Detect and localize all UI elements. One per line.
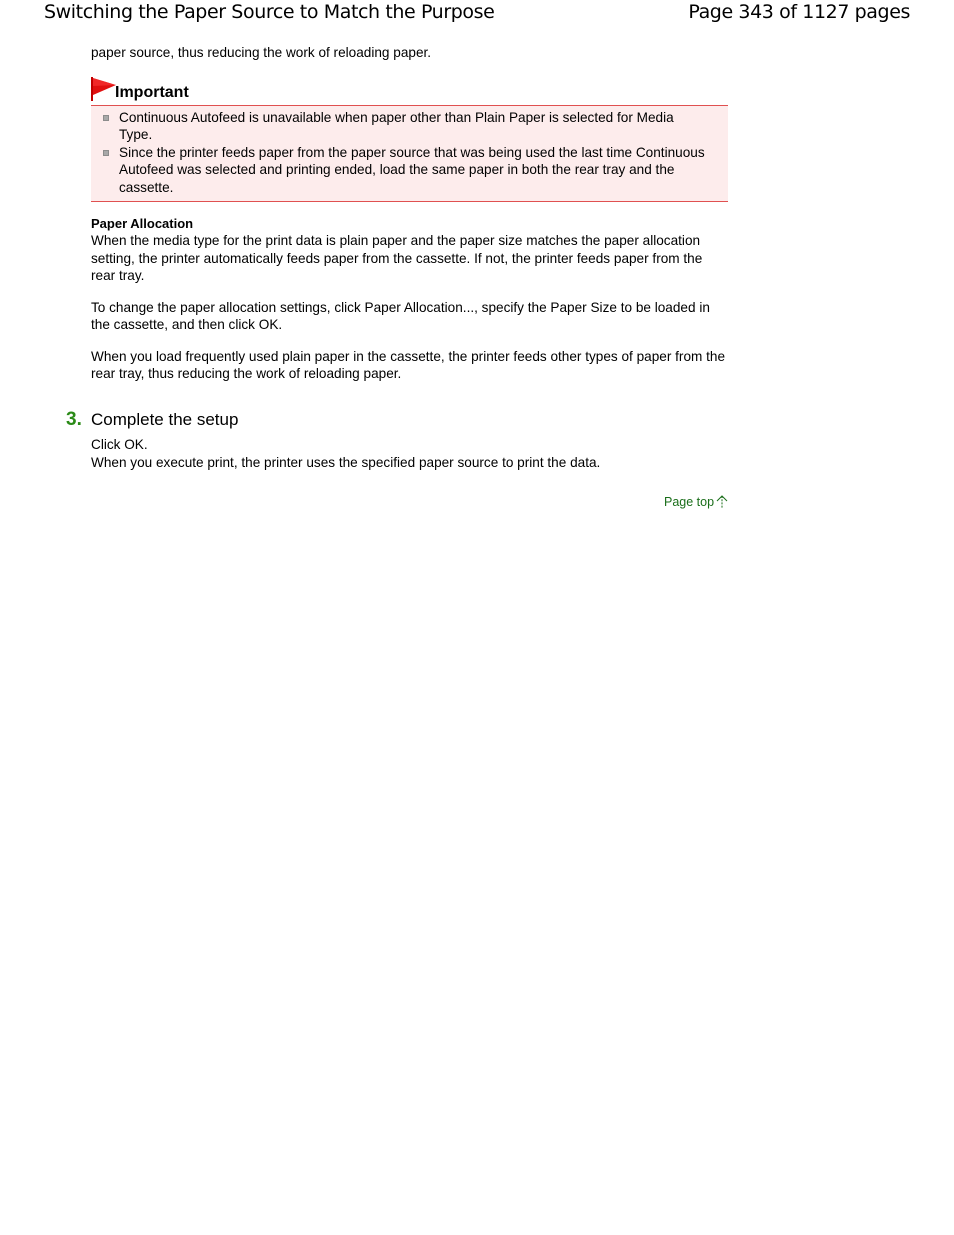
list-item-text: Since the printer feeds paper from the paper source that was being used the last time Continuous Autofeed was selected and printing ended, load the same paper in both the rear tray and the cassette. <box>119 144 705 195</box>
intro-text: paper source, thus reducing the work of reloading paper. <box>91 45 432 60</box>
square-bullet-icon <box>103 150 109 156</box>
paragraph: When the media type for the print data is plain paper and the paper size matches the paper allocation setting, the printer automatically feeds paper from the cassette. If not, the printer feeds paper from the rear tray. <box>91 233 703 283</box>
important-body <box>91 105 728 203</box>
important-label: Important <box>115 83 189 101</box>
arrow-up-icon <box>716 495 728 509</box>
page-top-link[interactable] <box>664 494 728 510</box>
page-title: Switching the Paper Source to Match the Purpose <box>44 1 495 23</box>
red-flag-icon <box>91 77 117 101</box>
step-number: 3. <box>66 409 82 430</box>
page-header <box>0 0 954 28</box>
step-line: When you execute print, the printer uses the specified paper source to print the data. <box>91 455 601 470</box>
step-line: Click OK. <box>91 437 148 452</box>
main-content <box>91 44 728 397</box>
step-title: Complete the setup <box>91 410 239 429</box>
page-top-label: Page top <box>664 495 715 509</box>
list-item <box>91 144 708 197</box>
paragraph: When you load frequently used plain paper in the cassette, the printer feeds other types of paper from the rear tray, thus reducing the work of reloading paper. <box>91 348 726 381</box>
step-body <box>91 436 728 472</box>
important-list <box>91 109 708 197</box>
important-header <box>91 77 728 105</box>
paper-allocation-heading: Paper Allocation <box>91 216 194 231</box>
paragraph: To change the paper allocation settings, click Paper Allocation..., specify the Paper Size to be loaded in the cassette, and then click OK. <box>91 299 710 332</box>
list-item-text: Continuous Autofeed is unavailable when paper other than Plain Paper is selected for Media Type. <box>119 109 674 142</box>
square-bullet-icon <box>103 115 109 121</box>
page-indicator: Page 343 of 1127 pages <box>688 1 910 23</box>
important-notice <box>91 77 728 203</box>
list-item <box>91 109 708 144</box>
